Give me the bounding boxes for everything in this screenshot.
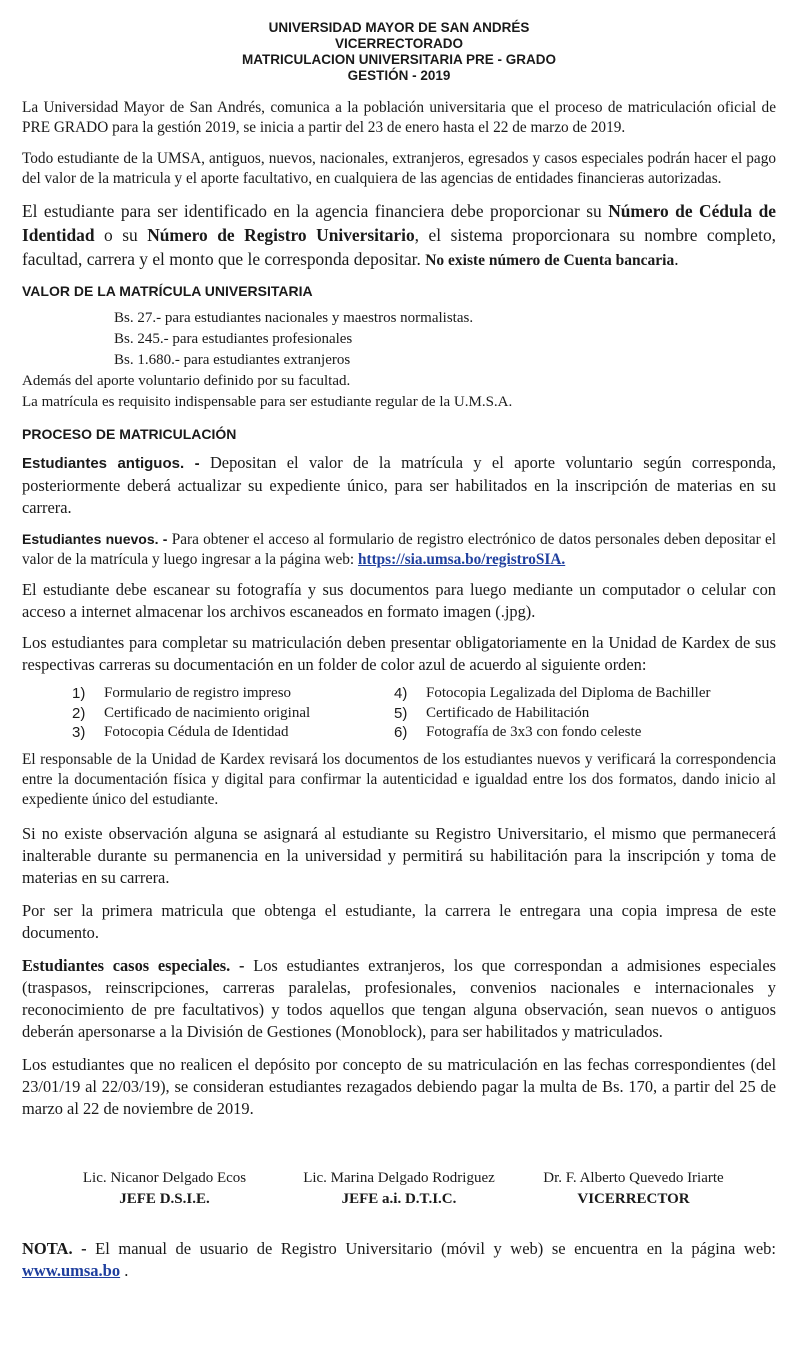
document-title: MATRICULACION UNIVERSITARIA PRE - GRADO: [242, 52, 556, 67]
valor-section-title: VALOR DE LA MATRÍCULA UNIVERSITARIA: [22, 283, 313, 299]
signature-dsie: [52, 1168, 277, 1210]
special-cases-paragraph: [22, 955, 776, 1043]
special-cases-text: Los estudiantes extranjeros, los que correspondan a admisiones especiales (traspasos, reinscripciones, carreras paralelas, profesionales, convenios nacionales e internacionales y reconocimiento de pre facultativos) y todos aquellos que tengan alguna observación, sean nuevos o antiguos deberán apersonarse a la División de Gestiones (Monoblock), para ser habilitados y matriculados.: [22, 955, 776, 1041]
checklist-text: Fotocopia Legalizada del Diploma de Bachiller: [426, 685, 711, 701]
checklist-item: [72, 723, 394, 743]
special-cases-lead: Estudiantes casos especiales. -: [22, 955, 245, 975]
checklist-number: 4): [394, 685, 408, 702]
checklist-number: 2): [72, 704, 86, 722]
fee-list: [22, 308, 776, 371]
signatory-name: Lic. Nicanor Delgado Ecos: [82, 1169, 247, 1186]
identification-text-g: .: [674, 249, 679, 269]
checklist-text: Fotocopia Cédula de Identidad: [104, 724, 289, 740]
identification-text-a: El estudiante para ser identificado en la agencia financiera debe proporcionar su: [22, 201, 609, 221]
antiguos-text: Depositan el valor de la matrícula y el aporte voluntario según corresponda, posteriormente deberá actualizar su expediente único, para ser habilitados en la inscripción de materias en su carrera.: [22, 453, 777, 517]
document-year: GESTIÓN - 2019: [347, 68, 451, 83]
first-enrollment-paragraph: Por ser la primera matricula que obtenga el estudiante, la carrera le entregara una copia impresa de este documento.: [22, 900, 776, 942]
late-fee-paragraph: Los estudiantes que no realicen el depósito por concepto de su matriculación en las fechas correspondientes (del 23/01/19 al 22/03/19), se consideran estudiantes rezagados debiendo pagar la multa de Bs. 170, a partir del 25 de marzo al 22 de noviembre de 2019.: [22, 1054, 776, 1118]
ru-emphasis: Número de Registro Universitario: [147, 225, 415, 245]
registration-paragraph: Si no existe observación alguna se asignará al estudiante su Registro Universitario, el mismo que permanecerá inalterable durante su permanencia en la universidad y permitirá su habilitación para la inscripción y toma de materias en su carrera.: [22, 823, 776, 887]
nota-text: El manual de usuario de Registro Universitario (móvil y web) se encuentra en la página web:: [86, 1238, 776, 1258]
signature-vicerrector: [521, 1168, 746, 1210]
voluntary-note: Además del aporte voluntario definido por su facultad.: [22, 373, 351, 389]
checklist-number: 5): [394, 704, 408, 722]
fee-item: Bs. 27.- para estudiantes nacionales y maestros normalistas.: [114, 310, 474, 326]
kardex-review-paragraph: El responsable de la Unidad de Kardex revisará los documentos de los estudiantes nuevos y verificará la correspondencia entre la documentación física y digital para confirmar la autenticidad e igualdad entre los dos formatos, dando inicio al expediente único del estudiante.: [22, 750, 776, 808]
antiguos-paragraph: [22, 452, 776, 519]
identification-paragraph: [22, 199, 776, 273]
ci-emphasis: Número de Cédula de Identidad: [22, 201, 776, 245]
checklist-item: [72, 684, 394, 704]
checklist-item: [394, 704, 734, 724]
checklist-number: 1): [72, 685, 86, 702]
university-name: UNIVERSIDAD MAYOR DE SAN ANDRÉS: [268, 20, 530, 35]
umsa-website-link[interactable]: www.umsa.bo: [22, 1260, 121, 1280]
office-name: VICERRECTORADO: [334, 36, 463, 51]
document-checklist: [22, 684, 776, 743]
checklist-text: Fotografía de 3x3 con fondo celeste: [426, 724, 642, 740]
identification-text-c: o su: [94, 225, 148, 245]
fee-item: Bs. 1.680.- para estudiantes extranjeros: [114, 352, 351, 368]
antiguos-lead: Estudiantes antiguos. -: [22, 455, 200, 472]
checklist-item: [72, 704, 394, 724]
signature-block: [22, 1168, 776, 1210]
fee-item: Bs. 245.- para estudiantes profesionales: [114, 331, 353, 347]
checklist-item: [394, 723, 734, 743]
nota-end: .: [120, 1260, 129, 1280]
signatory-role: VICERRECTOR: [577, 1190, 690, 1207]
signatory-name: Lic. Marina Delgado Rodriguez: [303, 1169, 495, 1186]
signatory-role: JEFE a.i. D.T.I.C.: [341, 1190, 457, 1207]
signature-dtic: [287, 1168, 512, 1210]
checklist-text: Formulario de registro impreso: [104, 685, 292, 701]
checklist-text: Certificado de nacimiento original: [104, 704, 311, 721]
checklist-text: Certificado de Habilitación: [426, 704, 590, 721]
scan-paragraph: El estudiante debe escanear su fotografía y sus documentos para luego mediante un computador o celular con acceso a internet almacenar los archivos escaneados en formato imagen (.jpg).: [22, 580, 776, 621]
kardex-paragraph: Los estudiantes para completar su matriculación deben presentar obligatoriamente en la Unidad de Kardex de sus respectivas carreras su documentación en un folder de color azul de acuerdo al siguiente orden:: [22, 633, 776, 674]
payment-paragraph: Todo estudiante de la UMSA, antiguos, nuevos, nacionales, extranjeros, egresados y casos especiales podrán hacer el pago del valor de la matricula y el aporte facultativo, en cualquiera de las agencias de entidades financieras autorizadas.: [22, 150, 776, 187]
nota-paragraph: [22, 1238, 776, 1282]
identification-text-e: , el sistema proporcionara su nombre completo, facultad, carrera y el monto que le corresponda depositar.: [22, 225, 776, 269]
checklist-number: 3): [72, 724, 86, 741]
requirement-note: La matrícula es requisito indispensable para ser estudiante regular de la U.M.S.A.: [22, 394, 513, 410]
document-header: [22, 20, 776, 84]
nota-lead: NOTA. -: [22, 1238, 87, 1258]
nuevos-paragraph: [22, 529, 776, 570]
signatory-name: Dr. F. Alberto Quevedo Iriarte: [543, 1169, 724, 1186]
sia-registration-link[interactable]: https://sia.umsa.bo/registroSIA.: [357, 551, 566, 568]
checklist-item: [394, 684, 734, 704]
proceso-section-title: PROCESO DE MATRICULACIÓN: [22, 426, 237, 442]
intro-paragraph: La Universidad Mayor de San Andrés, comunica a la población universitaria que el proceso de matriculación oficial de PRE GRADO para la gestión 2019, se inicia a partir del 23 de enero hasta el 22 de marzo de 2019.: [22, 99, 776, 136]
signatory-role: JEFE D.S.I.E.: [119, 1190, 210, 1207]
checklist-number: 6): [394, 724, 408, 741]
nuevos-lead: Estudiantes nuevos. -: [22, 531, 168, 547]
nuevos-text: Para obtener el acceso al formulario de registro electrónico de datos personales deben depositar el valor de la matrícula y luego ingresar a la página web:: [22, 531, 776, 568]
no-account-emphasis: No existe número de Cuenta bancaria: [425, 252, 675, 269]
